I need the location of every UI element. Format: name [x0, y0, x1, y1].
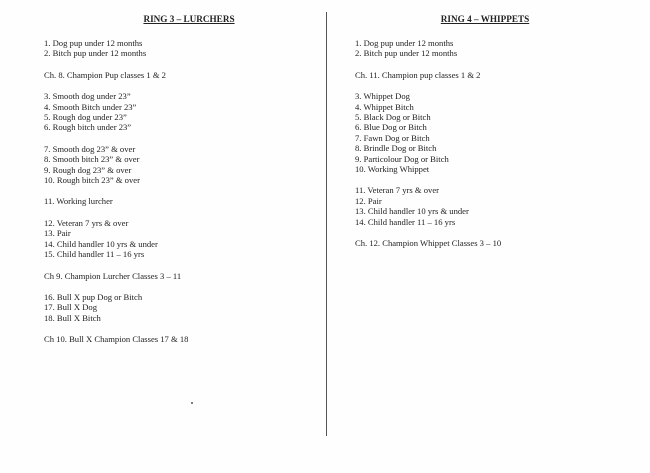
class-group	[44, 91, 322, 133]
class-entry: 13. Child handler 10 yrs & under	[355, 206, 469, 217]
class-entry: 8. Brindle Dog or Bitch	[355, 143, 437, 154]
class-group	[44, 271, 322, 281]
class-entry: 13. Pair	[44, 228, 71, 239]
class-entry: Ch. 11. Champion pup classes 1 & 2	[355, 69, 481, 80]
class-entry: 9. Particolour Dog or Bitch	[355, 153, 449, 164]
class-entry: Ch 10. Bull X Champion Classes 17 & 18	[44, 334, 189, 345]
ring-3-class-list	[44, 38, 322, 345]
class-entry: 5. Black Dog or Bitch	[355, 112, 431, 123]
stray-mark	[191, 402, 193, 404]
class-entry: Ch 9. Champion Lurcher Classes 3 – 11	[44, 270, 182, 281]
class-entry: 6. Blue Dog or Bitch	[355, 122, 427, 133]
class-entry: 3. Whippet Dog	[355, 91, 410, 102]
class-group	[355, 185, 635, 227]
class-entry: 18. Bull X Bitch	[44, 312, 101, 323]
class-entry: 1. Dog pup under 12 months	[44, 38, 143, 48]
ring-4-class-list	[355, 38, 635, 249]
class-entry: 14. Child handler 10 yrs & under	[44, 238, 158, 249]
class-entry: 8. Smooth bitch 23” & over	[44, 154, 140, 165]
class-entry: Ch. 12. Champion Whippet Classes 3 – 10	[355, 238, 502, 249]
class-group	[44, 196, 322, 206]
class-group	[355, 91, 635, 174]
ring-4-whippets-column	[355, 14, 635, 260]
class-entry: 12. Veteran 7 yrs & over	[44, 217, 129, 228]
class-entry: 1. Dog pup under 12 months	[355, 38, 454, 48]
class-entry: 17. Bull X Dog	[44, 302, 97, 313]
class-entry: 2. Bitch pup under 12 months	[44, 48, 147, 59]
class-entry: 14. Child handler 11 – 16 yrs	[355, 216, 456, 227]
class-entry: Ch. 8. Champion Pup classes 1 & 2	[44, 69, 166, 80]
column-divider	[326, 12, 327, 436]
class-group	[44, 218, 322, 260]
class-entry: 9. Rough dog 23” & over	[44, 164, 132, 175]
class-entry: 11. Working lurcher	[44, 196, 113, 207]
ring-4-heading: RING 4 – WHIPPETS	[440, 14, 530, 24]
class-entry: 15. Child handler 11 – 16 yrs	[44, 249, 145, 260]
class-entry: 10. Working Whippet	[355, 164, 430, 175]
class-entry: 7. Fawn Dog or Bitch	[355, 132, 430, 143]
class-group	[355, 70, 635, 80]
class-entry: 5. Rough dog under 23”	[44, 112, 127, 123]
class-entry: 16. Bull X pup Dog or Bitch	[44, 291, 143, 302]
class-group	[355, 38, 635, 59]
class-group	[355, 238, 635, 248]
class-group	[44, 292, 322, 323]
class-entry: 4. Smooth Bitch under 23”	[44, 101, 137, 112]
class-entry: 7. Smooth dog 23” & over	[44, 143, 136, 154]
class-entry: 12. Pair	[355, 195, 382, 206]
class-group	[44, 38, 322, 59]
class-group	[44, 334, 322, 344]
class-entry: 2. Bitch pup under 12 months	[355, 48, 458, 59]
class-entry: 4. Whippet Bitch	[355, 101, 414, 112]
class-entry: 11. Veteran 7 yrs & over	[355, 185, 440, 196]
class-entry: 6. Rough bitch under 23”	[44, 122, 132, 133]
class-group	[44, 144, 322, 186]
class-group	[44, 70, 322, 80]
class-entry: 10. Rough bitch 23” & over	[44, 175, 140, 186]
ring-3-heading: RING 3 – LURCHERS	[143, 14, 235, 24]
ring-3-lurchers-column	[44, 14, 322, 356]
class-entry: 3. Smooth dog under 23”	[44, 91, 131, 102]
